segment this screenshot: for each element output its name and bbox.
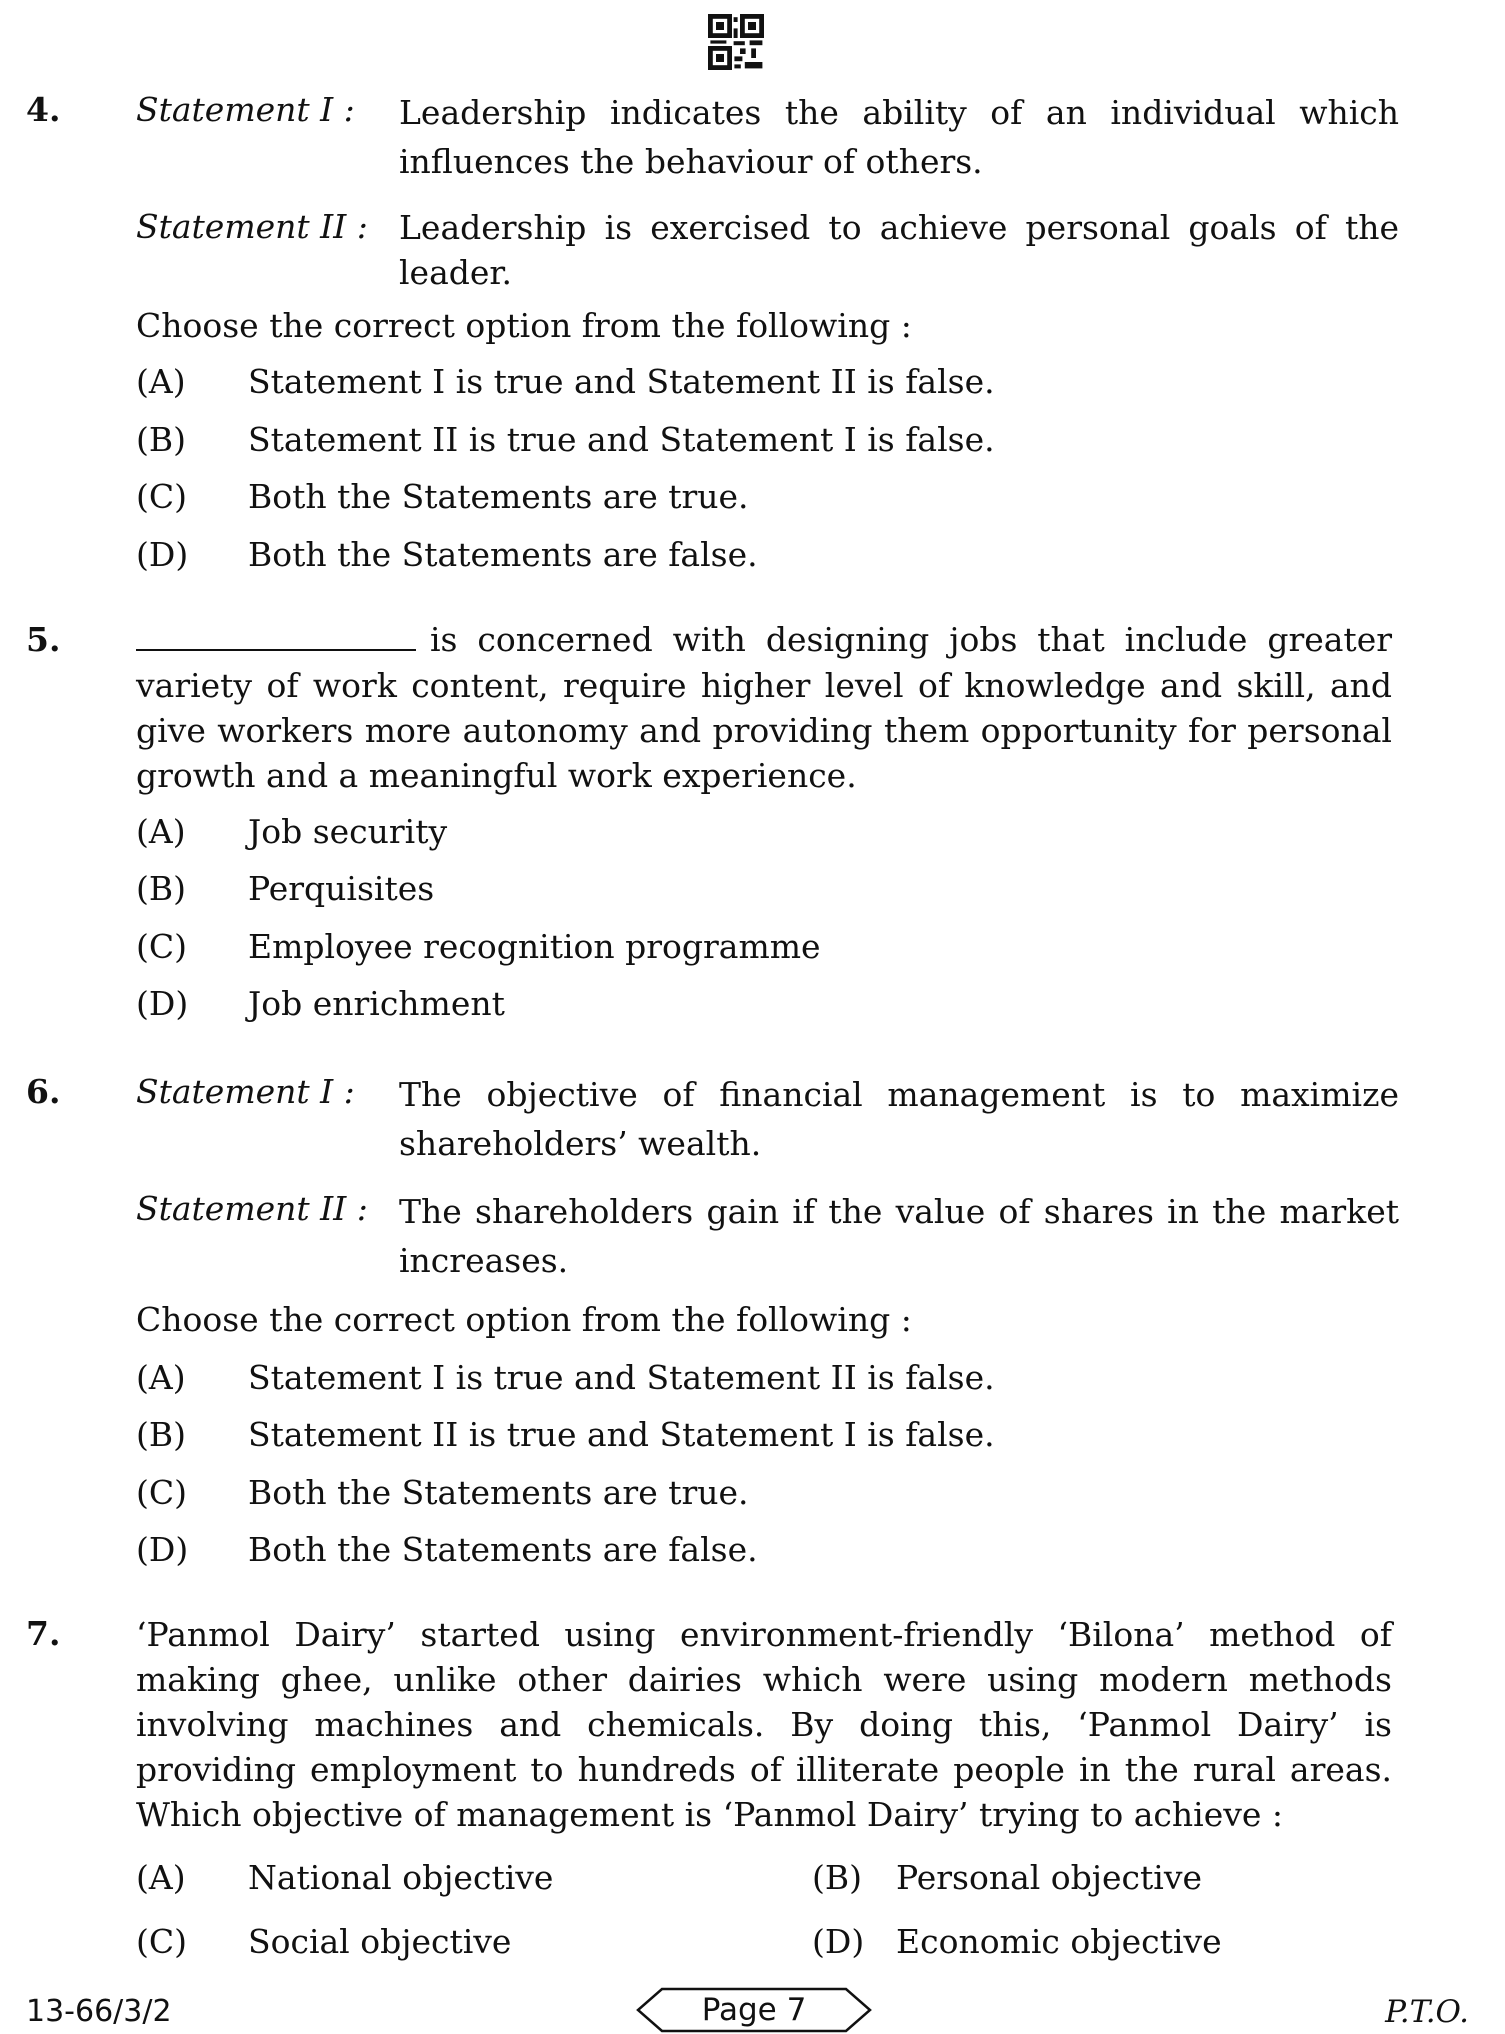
- option-letter: (B): [812, 1858, 862, 1897]
- question-number: 4.: [26, 90, 61, 129]
- fill-in-blank: [136, 619, 416, 651]
- option-text: Both the Statements are false.: [248, 1530, 758, 1569]
- option-letter: (C): [136, 477, 187, 516]
- option-text: Statement II is true and Statement I is false.: [248, 1415, 995, 1454]
- statement-text: The shareholders gain if the value of shares in the market increases.: [399, 1192, 1399, 1280]
- option-text: Job enrichment: [248, 984, 505, 1023]
- option-letter: (B): [136, 869, 186, 908]
- option-text: Both the Statements are false.: [248, 535, 758, 574]
- question-stem-first-line: [136, 618, 1392, 662]
- option-text: Both the Statements are true.: [248, 1473, 749, 1512]
- qr-code-icon: [708, 14, 764, 70]
- option-letter: (B): [136, 1415, 186, 1454]
- option-text: Statement II is true and Statement I is false.: [248, 420, 995, 459]
- option-letter: (D): [136, 535, 189, 574]
- option-text: Personal objective: [896, 1858, 1203, 1897]
- option-letter: (D): [136, 1530, 189, 1569]
- choose-prompt: Choose the correct option from the following :: [136, 306, 912, 345]
- option-letter: (D): [136, 984, 189, 1023]
- option-text: Social objective: [248, 1922, 512, 1961]
- question-stem: ‘Panmol Dairy’ started using environment-friendly ‘Bilona’ method of making ghee, unlike other dairies which were using modern methods involving machines and chemicals. By doing this, ‘Panmol Dairy’ is providing employment to hundreds of illiterate people in the rural areas. Which objective of management is ‘Panmol Dairy’ trying to achieve :: [136, 1615, 1392, 1834]
- option-letter: (A): [136, 362, 186, 401]
- question-number: 5.: [26, 620, 61, 659]
- option-text: Perquisites: [248, 869, 435, 908]
- option-text: Employee recognition programme: [248, 927, 821, 966]
- option-text: Economic objective: [896, 1922, 1222, 1961]
- page-number-badge: [634, 1986, 874, 2034]
- choose-prompt: Choose the correct option from the following :: [136, 1300, 912, 1339]
- option-text: Both the Statements are true.: [248, 477, 749, 516]
- question-stem: variety of work content, require higher level of knowledge and skill, and give workers more autonomy and providing them opportunity for personal growth and a meaningful work experience.: [136, 666, 1392, 795]
- option-letter: (A): [136, 1858, 186, 1897]
- option-letter: (A): [136, 812, 186, 851]
- statement-label: Statement II :: [136, 207, 368, 246]
- option-letter: (D): [812, 1922, 865, 1961]
- option-letter: (B): [136, 420, 186, 459]
- question-number: 7.: [26, 1614, 61, 1653]
- paper-code: 13-66/3/2: [26, 1994, 172, 2029]
- please-turn-over: P.T.O.: [1385, 1994, 1469, 2030]
- option-letter: (A): [136, 1358, 186, 1397]
- statement-label: Statement I :: [136, 1072, 355, 1111]
- option-letter: (C): [136, 1473, 187, 1512]
- option-text: National objective: [248, 1858, 554, 1897]
- option-text: Job security: [248, 812, 448, 851]
- option-text: Statement I is true and Statement II is false.: [248, 362, 995, 401]
- option-letter: (C): [136, 927, 187, 966]
- statement-text: Leadership is exercised to achieve personal goals of the leader.: [399, 208, 1399, 292]
- question-number: 6.: [26, 1072, 61, 1111]
- option-text: Statement I is true and Statement II is false.: [248, 1358, 995, 1397]
- question-stem-line1: is concerned with designing jobs that include greater: [430, 620, 1392, 659]
- statement-label: Statement II :: [136, 1189, 368, 1228]
- page-number: Page 7: [701, 1992, 807, 2028]
- statement-text: The objective of financial management is to maximize shareholders’ wealth.: [399, 1075, 1399, 1163]
- statement-text: Leadership indicates the ability of an individual which influences the behaviour of others.: [399, 93, 1399, 181]
- option-letter: (C): [136, 1922, 187, 1961]
- statement-label: Statement I :: [136, 90, 355, 129]
